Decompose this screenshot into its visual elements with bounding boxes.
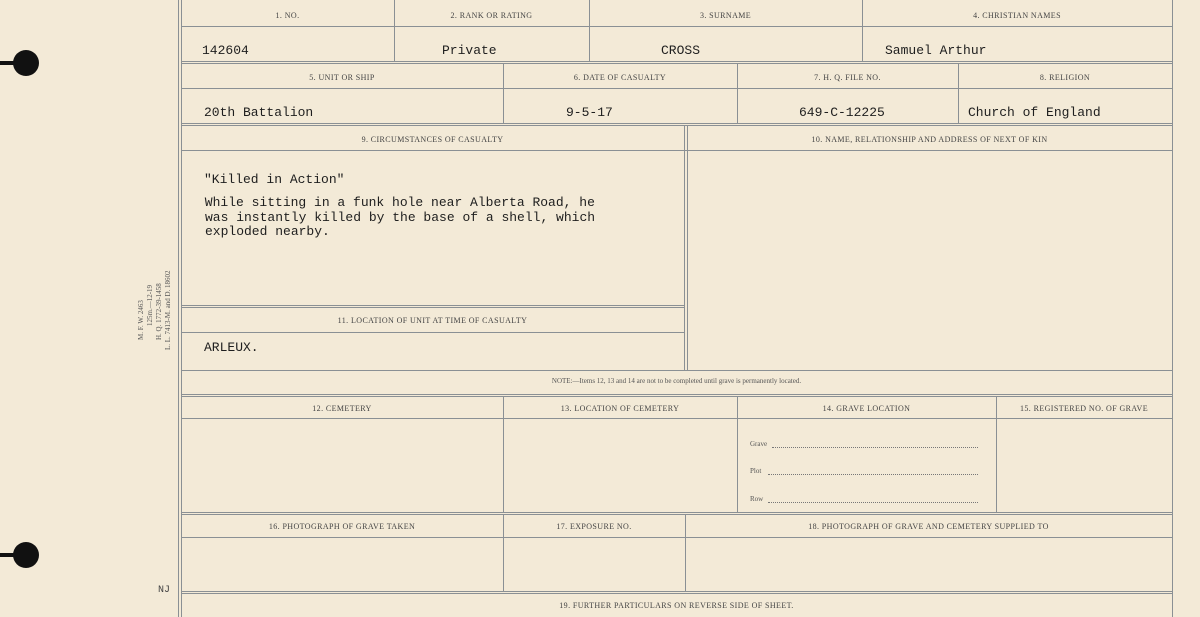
- punch-hole-top: [13, 50, 39, 76]
- header-next-of-kin: 10. NAME, RELATIONSHIP AND ADDRESS OF NEXT OF KIN: [811, 135, 1048, 144]
- grave-label: Grave: [750, 440, 768, 448]
- header-location-cemetery: 13. LOCATION OF CEMETERY: [560, 404, 680, 413]
- header-religion: 8. RELIGION: [1039, 73, 1091, 82]
- header-cemetery: 12. CEMETERY: [312, 404, 372, 413]
- value-no: 142604: [202, 43, 249, 58]
- header-unit: 5. UNIT OR SHIP: [309, 73, 375, 82]
- value-christian-names: Samuel Arthur: [885, 43, 987, 58]
- header-grave-location: 14. GRAVE LOCATION: [822, 404, 911, 413]
- header-photo-supplied: 18. PHOTOGRAPH OF GRAVE AND CEMETERY SUPPLIED TO: [808, 522, 1049, 531]
- further-particulars: 19. FURTHER PARTICULARS ON REVERSE SIDE OF SHEET.: [559, 601, 794, 610]
- circumstances-line-1: "Killed in Action": [204, 172, 345, 187]
- header-circumstances: 9. CIRCUMSTANCES OF CASUALTY: [361, 135, 504, 144]
- side-code-2: 125m.—12-19: [146, 284, 154, 326]
- header-rank: 2. RANK OR RATING: [450, 11, 533, 20]
- circumstances-line-4: exploded nearby.: [205, 224, 330, 239]
- side-code-3: H. Q. 1772-39-1458: [155, 283, 163, 340]
- header-registered-no: 15. REGISTERED NO. OF GRAVE: [1020, 404, 1148, 413]
- value-religion: Church of England: [968, 105, 1101, 120]
- header-hq-file: 7. H. Q. FILE NO.: [814, 73, 881, 82]
- value-hq-file: 649-C-12225: [799, 105, 885, 120]
- header-location-unit: 11. LOCATION OF UNIT AT TIME OF CASUALTY: [337, 316, 528, 325]
- header-photo-taken: 16. PHOTOGRAPH OF GRAVE TAKEN: [268, 522, 416, 531]
- circumstances-line-3: was instantly killed by the base of a shell, which: [205, 210, 596, 225]
- punch-hole-bottom: [13, 542, 39, 568]
- value-location-unit: ARLEUX.: [204, 340, 259, 355]
- initials: NJ: [158, 585, 171, 596]
- value-unit: 20th Battalion: [204, 105, 314, 120]
- value-date: 9-5-17: [566, 105, 613, 120]
- header-exposure: 17. EXPOSURE NO.: [556, 522, 632, 531]
- header-no: 1. NO.: [275, 11, 300, 20]
- header-date: 6. DATE OF CASUALTY: [573, 73, 667, 82]
- circumstances-line-2: While sitting in a funk hole near Alberta Road, he: [197, 195, 595, 210]
- row-label: Row: [750, 495, 764, 503]
- value-surname: CROSS: [661, 43, 701, 58]
- note: NOTE:—Items 12, 13 and 14 are not to be completed until grave is permanently located.: [551, 377, 802, 385]
- side-code-4: L. L. 7413-M. and D. 18602: [164, 270, 172, 350]
- header-surname: 3. SURNAME: [699, 11, 752, 20]
- value-rank: Private: [442, 43, 497, 58]
- side-code-1: M. F. W. 2463: [137, 300, 145, 340]
- header-christian-names: 4. CHRISTIAN NAMES: [973, 11, 1061, 20]
- plot-label: Plot: [750, 467, 762, 475]
